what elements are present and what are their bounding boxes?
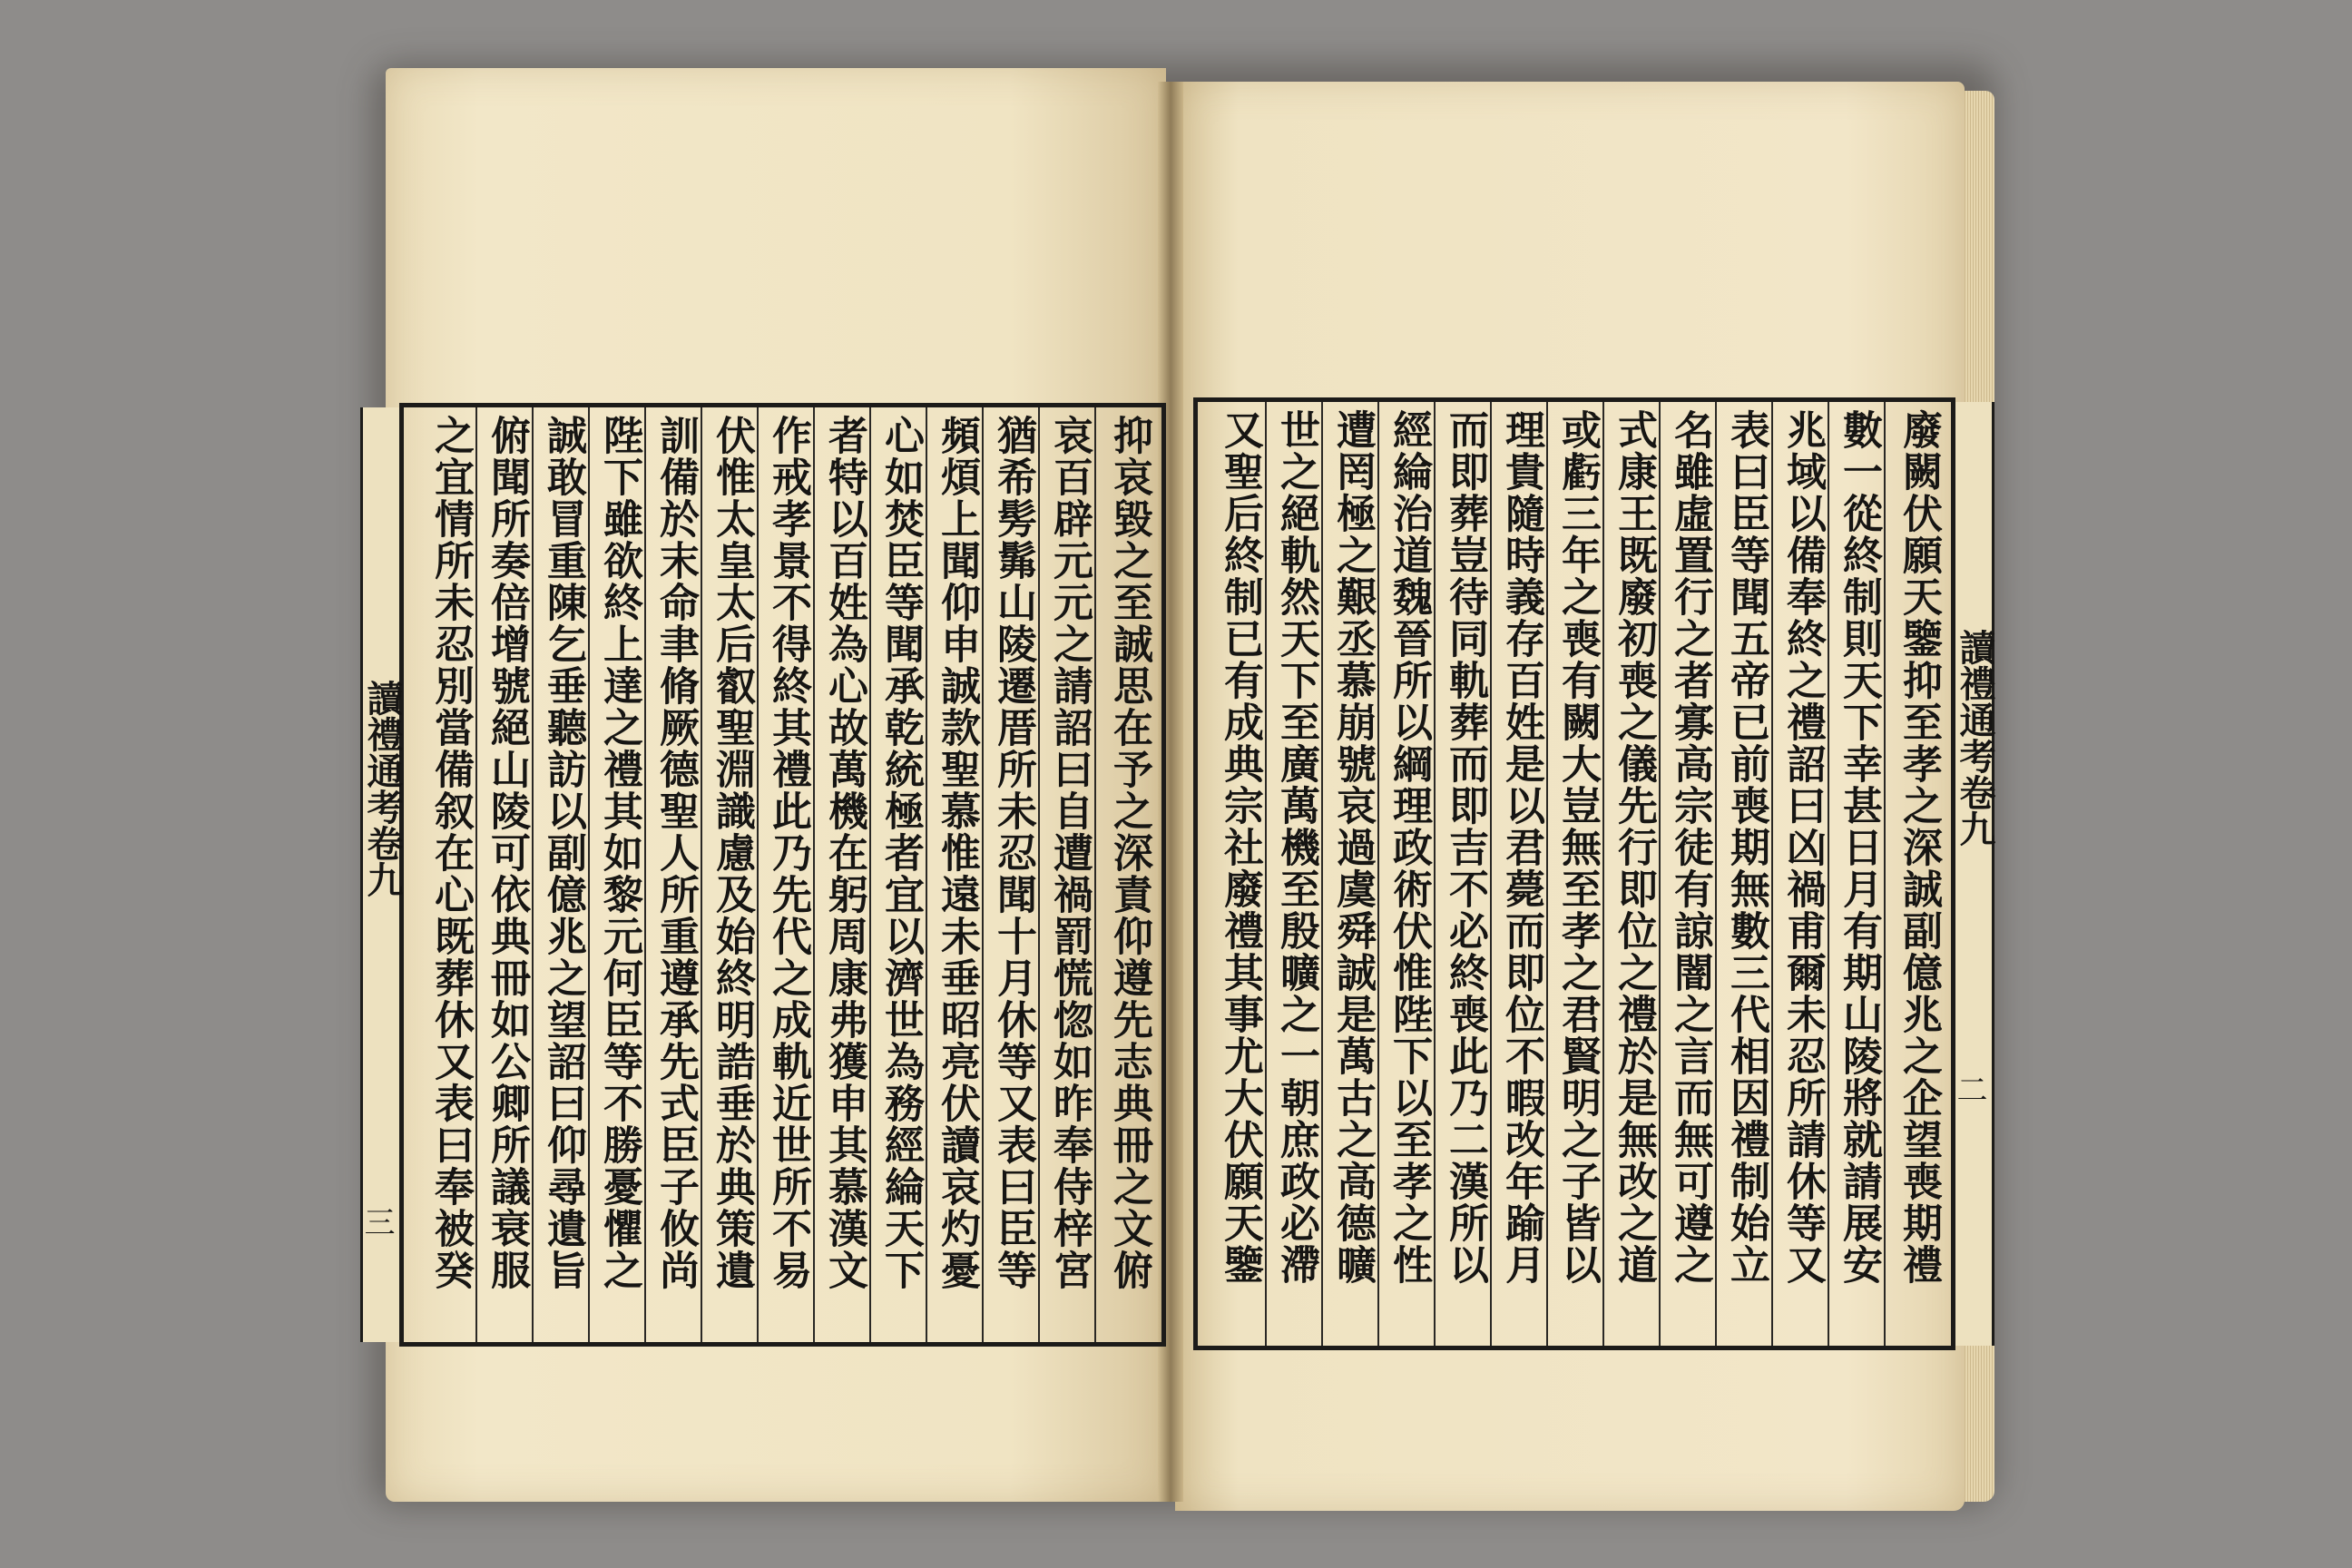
text-column: 數一從終制則天下幸甚日月有期山陵將就請展安: [1836, 409, 1882, 1286]
text-column: 者特以百姓為心故萬機在躬周康弗獲申其慕漢文: [821, 415, 867, 1291]
text-column: 伏惟太皇太后叡聖淵識慮及始終明誥垂於典策遺: [709, 415, 755, 1291]
column-rule: [1377, 402, 1379, 1346]
text-column: 經綸治道魏晉所以綱理政術伏惟陛下以至孝之性: [1386, 409, 1432, 1286]
column-rule: [1546, 402, 1548, 1346]
column-rule: [475, 407, 477, 1342]
text-column: 廢闕伏願天鑒抑至孝之深誠副億兆之企望喪期禮: [1896, 409, 1942, 1286]
left-banxin: [360, 407, 402, 1342]
banxin-title: 讀禮通考卷九: [1954, 629, 1996, 847]
banxin-title: 讀禮通考卷九: [361, 680, 404, 897]
column-rule: [1602, 402, 1604, 1346]
text-column: 又聖后終制已有成典宗社廢禮其事尤大伏願天鑒: [1217, 409, 1263, 1286]
column-rule: [1659, 402, 1661, 1346]
column-rule: [588, 407, 590, 1342]
text-column: 表曰臣等聞五帝已前喪期無數三代相因禮制始立: [1723, 409, 1769, 1286]
column-rule: [982, 407, 984, 1342]
text-column: 名雖虛置行之者寡高宗徒有諒闇之言而無可遵之: [1667, 409, 1713, 1286]
text-column: 而即葬豈待同軌葬而即吉不必終喪此乃二漢所以: [1442, 409, 1488, 1286]
banxin-page-number: 二: [1951, 1073, 1987, 1104]
text-column: 抑哀毀之至誠思在予之深責仰遵先志典冊之文俯: [1106, 415, 1152, 1291]
text-column: 兆域以備奉終之禮詔曰凶禍甫爾未忍所請休等又: [1779, 409, 1826, 1286]
text-column: 之宜情所未忍別當備叙在心既葬休又表曰奉被癸: [427, 415, 474, 1291]
text-column: 誠敢冒重陳乞垂聽訪以副億兆之望詔曰仰尋遺旨: [540, 415, 586, 1291]
column-rule: [1771, 402, 1773, 1346]
banxin-page-number: 三: [358, 1206, 395, 1237]
column-rule: [1265, 402, 1267, 1346]
column-rule: [1828, 402, 1829, 1346]
column-rule: [1038, 407, 1040, 1342]
column-rule: [1434, 402, 1436, 1346]
column-rule: [869, 407, 871, 1342]
text-column: 式康王既廢初喪之儀先行即位之禮於是無改之道: [1611, 409, 1657, 1286]
text-column: 頻煩上聞仰申誠款聖慕惟遠未垂昭亮伏讀哀灼憂: [934, 415, 980, 1291]
text-column: 心如焚臣等聞承乾統極者宜以濟世為務經綸天下: [877, 415, 924, 1291]
text-column: 俯聞所奏倍增號絕山陵可依典冊如公卿所議衰服: [484, 415, 530, 1291]
text-column: 訓備於末命聿脩厥德聖人所重遵承先式臣子攸尚: [652, 415, 699, 1291]
text-column: 哀百辟元元之請詔曰自遭禍罰慌惚如昨奉侍梓宮: [1046, 415, 1093, 1291]
left-text-block: [358, 403, 1166, 1347]
column-rule: [532, 407, 534, 1342]
column-rule: [1094, 407, 1096, 1342]
column-rule: [1715, 402, 1717, 1346]
text-column: 世之絕軌然天下至廣萬機至殷曠之一朝庶政必滯: [1273, 409, 1319, 1286]
column-rule: [757, 407, 759, 1342]
text-column: 猶希髣髴山陵遷厝所未忍聞十月休等又表曰臣等: [990, 415, 1036, 1291]
text-column: 遭罔極之艱丞慕崩號哀過虞舜誠是萬古之高德曠: [1329, 409, 1376, 1286]
column-rule: [701, 407, 702, 1342]
text-column: 理貴隨時義存百姓是以君薨而即位不暇改年踰月: [1498, 409, 1544, 1286]
column-rule: [644, 407, 646, 1342]
column-rule: [926, 407, 927, 1342]
column-rule: [1884, 402, 1886, 1346]
text-column: 作戒孝景不得終其禮此乃先代之成軌近世所不易: [765, 415, 811, 1291]
column-rule: [1490, 402, 1492, 1346]
right-text-block: [1193, 397, 1996, 1350]
right-banxin: [1953, 402, 1994, 1346]
text-column: 陛下雖欲終上達之禮其如黎元何臣等不勝憂懼之: [596, 415, 642, 1291]
column-rule: [1321, 402, 1323, 1346]
text-column: 或虧三年之喪有闕大豈無至孝之君賢明之子皆以: [1554, 409, 1601, 1286]
column-rule: [813, 407, 815, 1342]
